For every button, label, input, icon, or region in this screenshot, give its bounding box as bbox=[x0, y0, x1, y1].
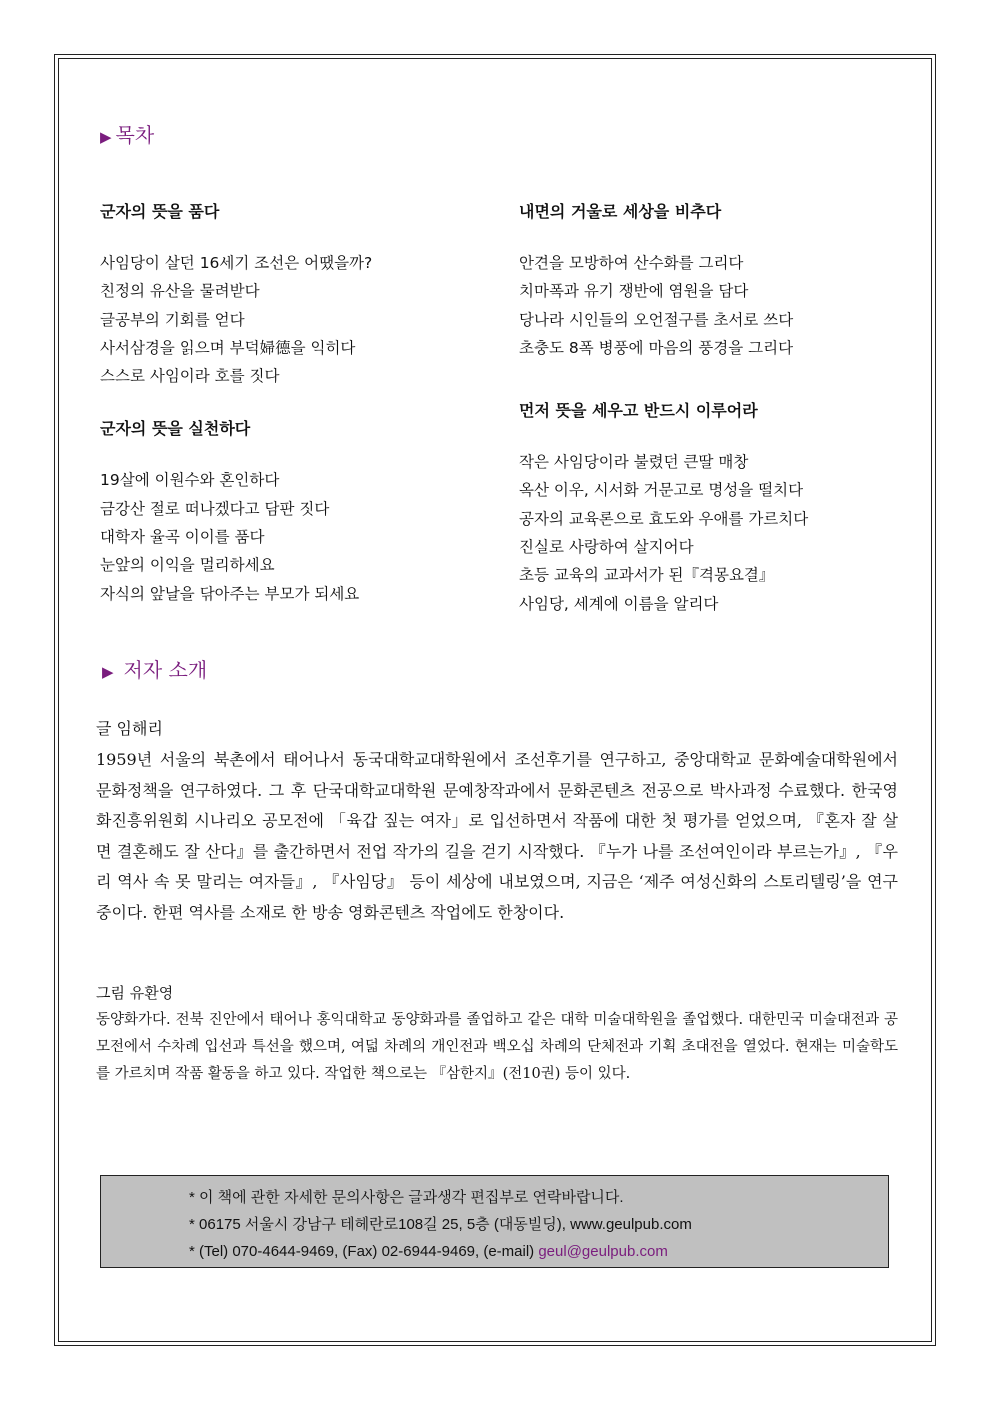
contact-info-box bbox=[100, 1175, 889, 1268]
toc-item: 안견을 모방하여 산수화를 그리다 bbox=[519, 254, 744, 272]
triangle-bullet-icon: ▶ bbox=[100, 128, 112, 146]
writer-name: 글 임해리 bbox=[96, 719, 163, 738]
toc-list bbox=[100, 466, 500, 607]
author-heading bbox=[102, 654, 207, 683]
toc-group-title: 군자의 뜻을 실천하다 bbox=[100, 419, 251, 439]
toc-item: 치마폭과 유기 쟁반에 염원을 담다 bbox=[519, 282, 749, 301]
contact-line bbox=[189, 1238, 888, 1265]
toc-list bbox=[519, 448, 919, 618]
toc-group-title: 먼저 뜻을 세우고 반드시 이루어라 bbox=[519, 401, 758, 421]
toc-item: 옥산 이우, 시서화 거문고로 명성을 떨치다 bbox=[519, 481, 804, 500]
toc-heading-text: 목차 bbox=[115, 123, 155, 147]
toc-group bbox=[100, 417, 500, 607]
toc-item: 작은 사임당이라 불렸던 큰딸 매창 bbox=[519, 453, 749, 472]
toc-right-column bbox=[519, 200, 919, 618]
contact-line: * 06175 서울시 강남구 테헤란로108길 25, 5층 (대동빌딩), www.geulpub.com bbox=[189, 1216, 692, 1233]
toc-group-title: 군자의 뜻을 품다 bbox=[100, 202, 220, 221]
toc-left-column bbox=[100, 200, 500, 608]
toc-item: 눈앞의 이익을 멀리하세요 bbox=[100, 556, 275, 575]
toc-item: 친정의 유산을 물려받다 bbox=[100, 282, 260, 301]
toc-list bbox=[519, 249, 919, 362]
toc-item: 사임당이 살던 16세기 조선은 어땠을까? bbox=[100, 254, 373, 272]
author-heading-text: 저자 소개 bbox=[123, 658, 208, 682]
toc-item: 진실로 사랑하여 살지어다 bbox=[519, 538, 694, 557]
toc-item: 초충도 8폭 병풍에 마음의 풍경을 그리다 bbox=[519, 338, 794, 357]
illustrator-name: 그림 유환영 bbox=[96, 984, 174, 1002]
contact-email-link[interactable]: geul@geulpub.com bbox=[538, 1243, 668, 1260]
toc-list bbox=[100, 249, 500, 390]
triangle-bullet-icon: ▶ bbox=[102, 663, 114, 681]
toc-item: 사임당, 세계에 이름을 알리다 bbox=[519, 594, 719, 613]
toc-group bbox=[519, 399, 919, 618]
toc-item: 공자의 교육론으로 효도와 우애를 가르치다 bbox=[519, 509, 809, 528]
toc-heading bbox=[100, 119, 154, 148]
toc-item: 글공부의 기회를 얻다 bbox=[100, 310, 245, 329]
toc-group-title: 내면의 거울로 세상을 비추다 bbox=[519, 202, 722, 221]
toc-item: 초등 교육의 교과서가 된『격몽요결』 bbox=[519, 566, 775, 585]
toc-item: 금강산 절로 떠나겠다고 담판 짓다 bbox=[100, 499, 330, 518]
toc-item: 사서삼경을 읽으며 부덕婦德을 익히다 bbox=[100, 338, 356, 357]
toc-group bbox=[519, 200, 919, 362]
contact-phone-fax: * (Tel) 070-4644-9469, (Fax) 02-6944-9469, (e-mail) bbox=[189, 1243, 539, 1260]
toc-item: 자식의 앞날을 닦아주는 부모가 되세요 bbox=[100, 584, 360, 603]
toc-group bbox=[100, 200, 500, 390]
toc-item: 대학자 율곡 이이를 품다 bbox=[100, 528, 265, 547]
illustrator-bio: 동양화가다. 전북 진안에서 태어나 홍익대학교 동양화과를 졸업하고 같은 대학 미술대학원을 졸업했다. 대한민국 미술대전과 공모전에서 수차례 입선과 특선을 했으며, 여덟 차례의 개인전과 백오십 차례의 단체전과 기획 초대전을 열었다. 현재는 미술학도를 가르치며 작품 활동을 하고 있다. 작업한 책으로는 『삼한지』(전10권) 등이 있다. bbox=[96, 1012, 898, 1082]
toc-item: 당나라 시인들의 오언절구를 초서로 쓰다 bbox=[519, 310, 794, 329]
contact-line: * 이 책에 관한 자세한 문의사항은 글과생각 편집부로 연락바랍니다. bbox=[189, 1189, 624, 1206]
toc-item: 스스로 사임이라 호를 짓다 bbox=[100, 367, 280, 386]
toc-item: 19살에 이원수와 혼인하다 bbox=[100, 471, 280, 490]
writer-bio: 1959년 서울의 북촌에서 태어나서 동국대학교대학원에서 조선후기를 연구하고, 중앙대학교 문화예술대학원에서 문화정책을 연구하였다. 그 후 단국대학교대학원 문예창작과에서 문화콘텐츠 전공으로 박사과정 수료했다. 한국영화진흥위원회 시나리오 공모전에 「육갑 짚는 여자」로 입선하면서 작품에 대한 첫 평가를 얻었으며, 『혼자 잘 살면 결혼해도 잘 산다』를 출간하면서 전업 작가의 길을 걷기 시작했다. 『누가 나를 조선여인이라 부르는가』, 『우리 역사 속 못 말리는 여자들』, 『사임당』 등이 세상에 내보였으며, 지금은 ‘제주 여성신화의 스토리텔링’을 연구 중이다. 한편 역사를 소재로 한 방송 영화콘텐츠 작업에도 한창이다. bbox=[96, 750, 898, 922]
